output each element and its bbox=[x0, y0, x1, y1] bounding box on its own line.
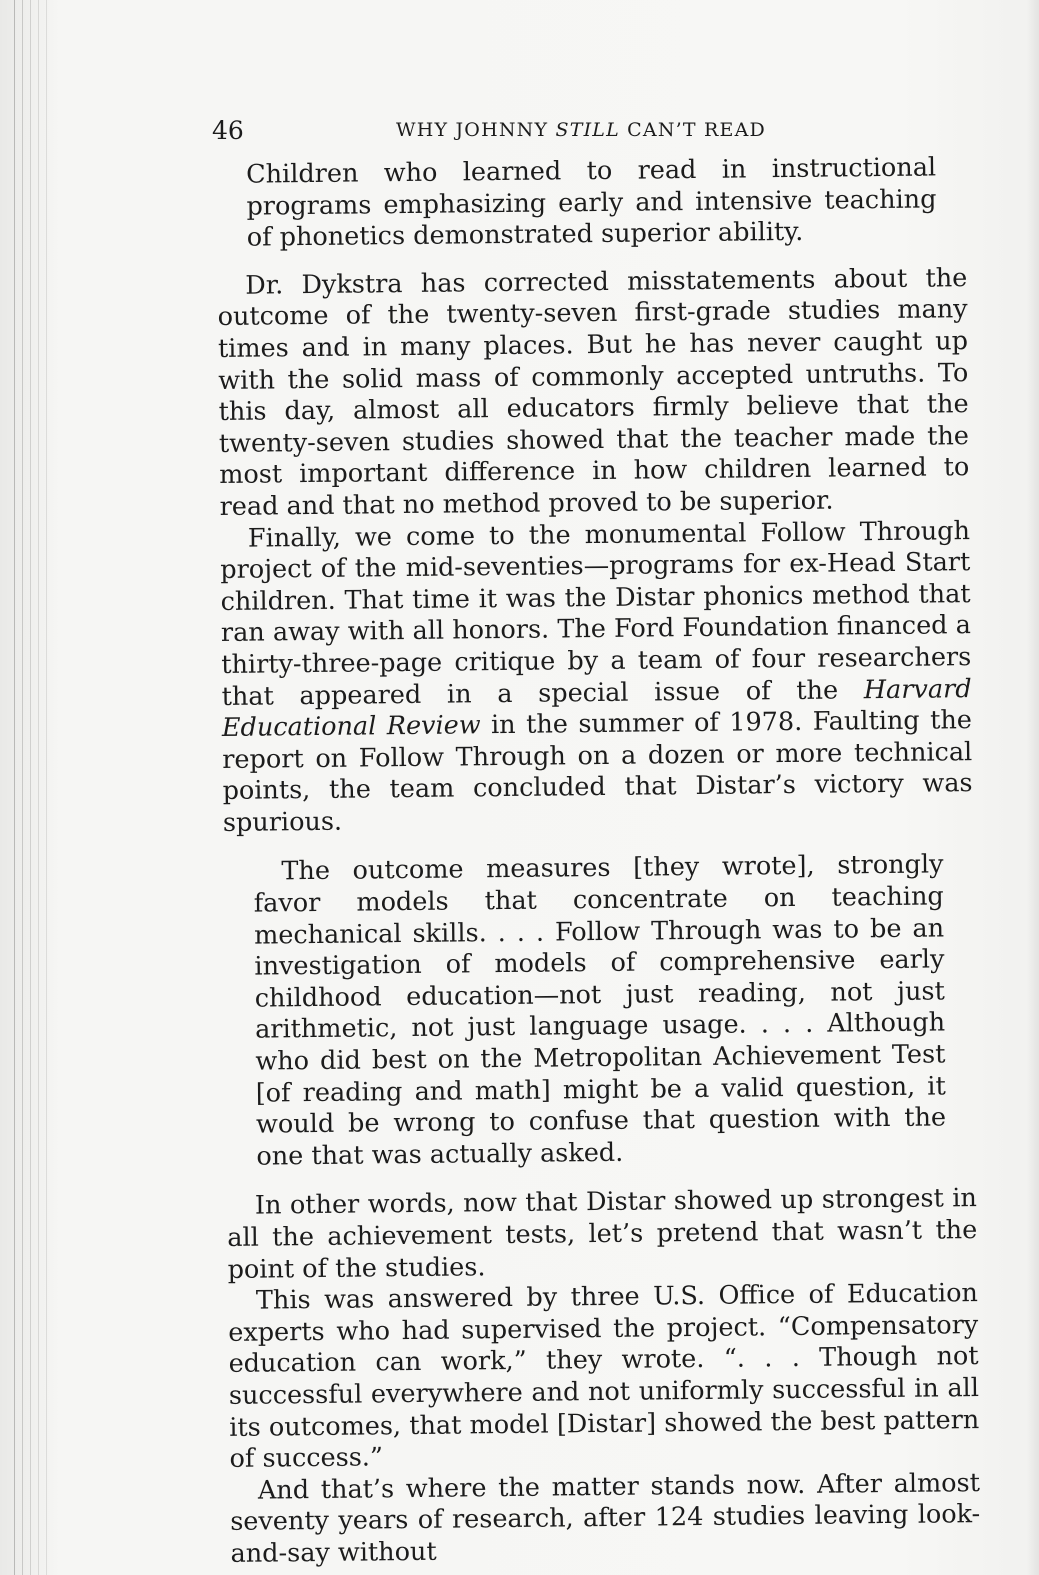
block-quote: Children who learned to read in instructional programs emphasizing early and intensive teaching of phonetics demonstrated superior ability. bbox=[245, 152, 937, 253]
page-stack-edge bbox=[14, 0, 15, 1575]
page-shadow bbox=[1027, 0, 1039, 1575]
running-title bbox=[396, 119, 766, 141]
paragraph: In other words, now that Distar showed up strongest in all the achievement tests, let’s pretend that wasn’t the point of the studies. bbox=[227, 1183, 978, 1285]
running-header bbox=[212, 116, 792, 150]
body-text bbox=[216, 152, 981, 1570]
paragraph: This was answered by three U.S. Office of Education experts who had supervised the project. “Compensatory education can work,” they wrote. “. . . Though not successful everywhere and not uniformly successful in all its outcomes, that model [Distar] showed the best pattern of success.” bbox=[228, 1278, 980, 1475]
paragraph: Dr. Dykstra has corrected misstatements about the outcome of the twenty-seven first-grade studies many times and in many places. But he has never caught up with the solid mass of commonly accepted untruths. To this day, almost all educators firmly believe that the twenty-seven studies showed that the teacher made the most important difference in how children learned to read and that no method proved to be superior. bbox=[217, 262, 970, 522]
paragraph-text: in the summer of 1978. Faulting the report on Follow Through on a dozen or more technical points, the team concluded that Distar’s victory was spurious. bbox=[222, 705, 973, 838]
page-stack-edge bbox=[22, 0, 23, 1575]
journal-title: Harvard Educational Review bbox=[221, 673, 972, 744]
running-title-part: CAN’T READ bbox=[619, 119, 766, 141]
block-quote: The outcome measures [they wrote], strongly favor models that concentrate on teaching mechanical skills. . . . Follow Through was to be an investigation of models of comprehensive early childhood education—not just reading, not just arithmetic, not just language usage. . . . Although who did best on the Metropolitan Achievement Test [of reading and math] might be a valid question, it would be wrong to confuse that question with the one that was actually asked. bbox=[253, 849, 947, 1172]
page-stack-edge bbox=[38, 0, 39, 1575]
running-title-part: WHY JOHNNY bbox=[396, 119, 556, 141]
paragraph: And that’s where the matter stands now. After almost seventy years of research, after 124 studies leaving look-and-say without bbox=[230, 1467, 981, 1569]
paragraph bbox=[220, 516, 973, 840]
page-stack-edge bbox=[46, 0, 47, 1575]
running-title-italic: STILL bbox=[555, 119, 620, 141]
page-number: 46 bbox=[212, 116, 244, 145]
page-stack-edge bbox=[30, 0, 31, 1575]
paragraph-text: Finally, we come to the monumental Follow Through project of the mid-seventies—programs for ex-Head Start children. That time it was the Distar phonics method that ran away with all honors. The Ford Foundation financed a thirty-three-page critique by a team of four researchers that appeared in a special issue of the bbox=[220, 515, 972, 712]
